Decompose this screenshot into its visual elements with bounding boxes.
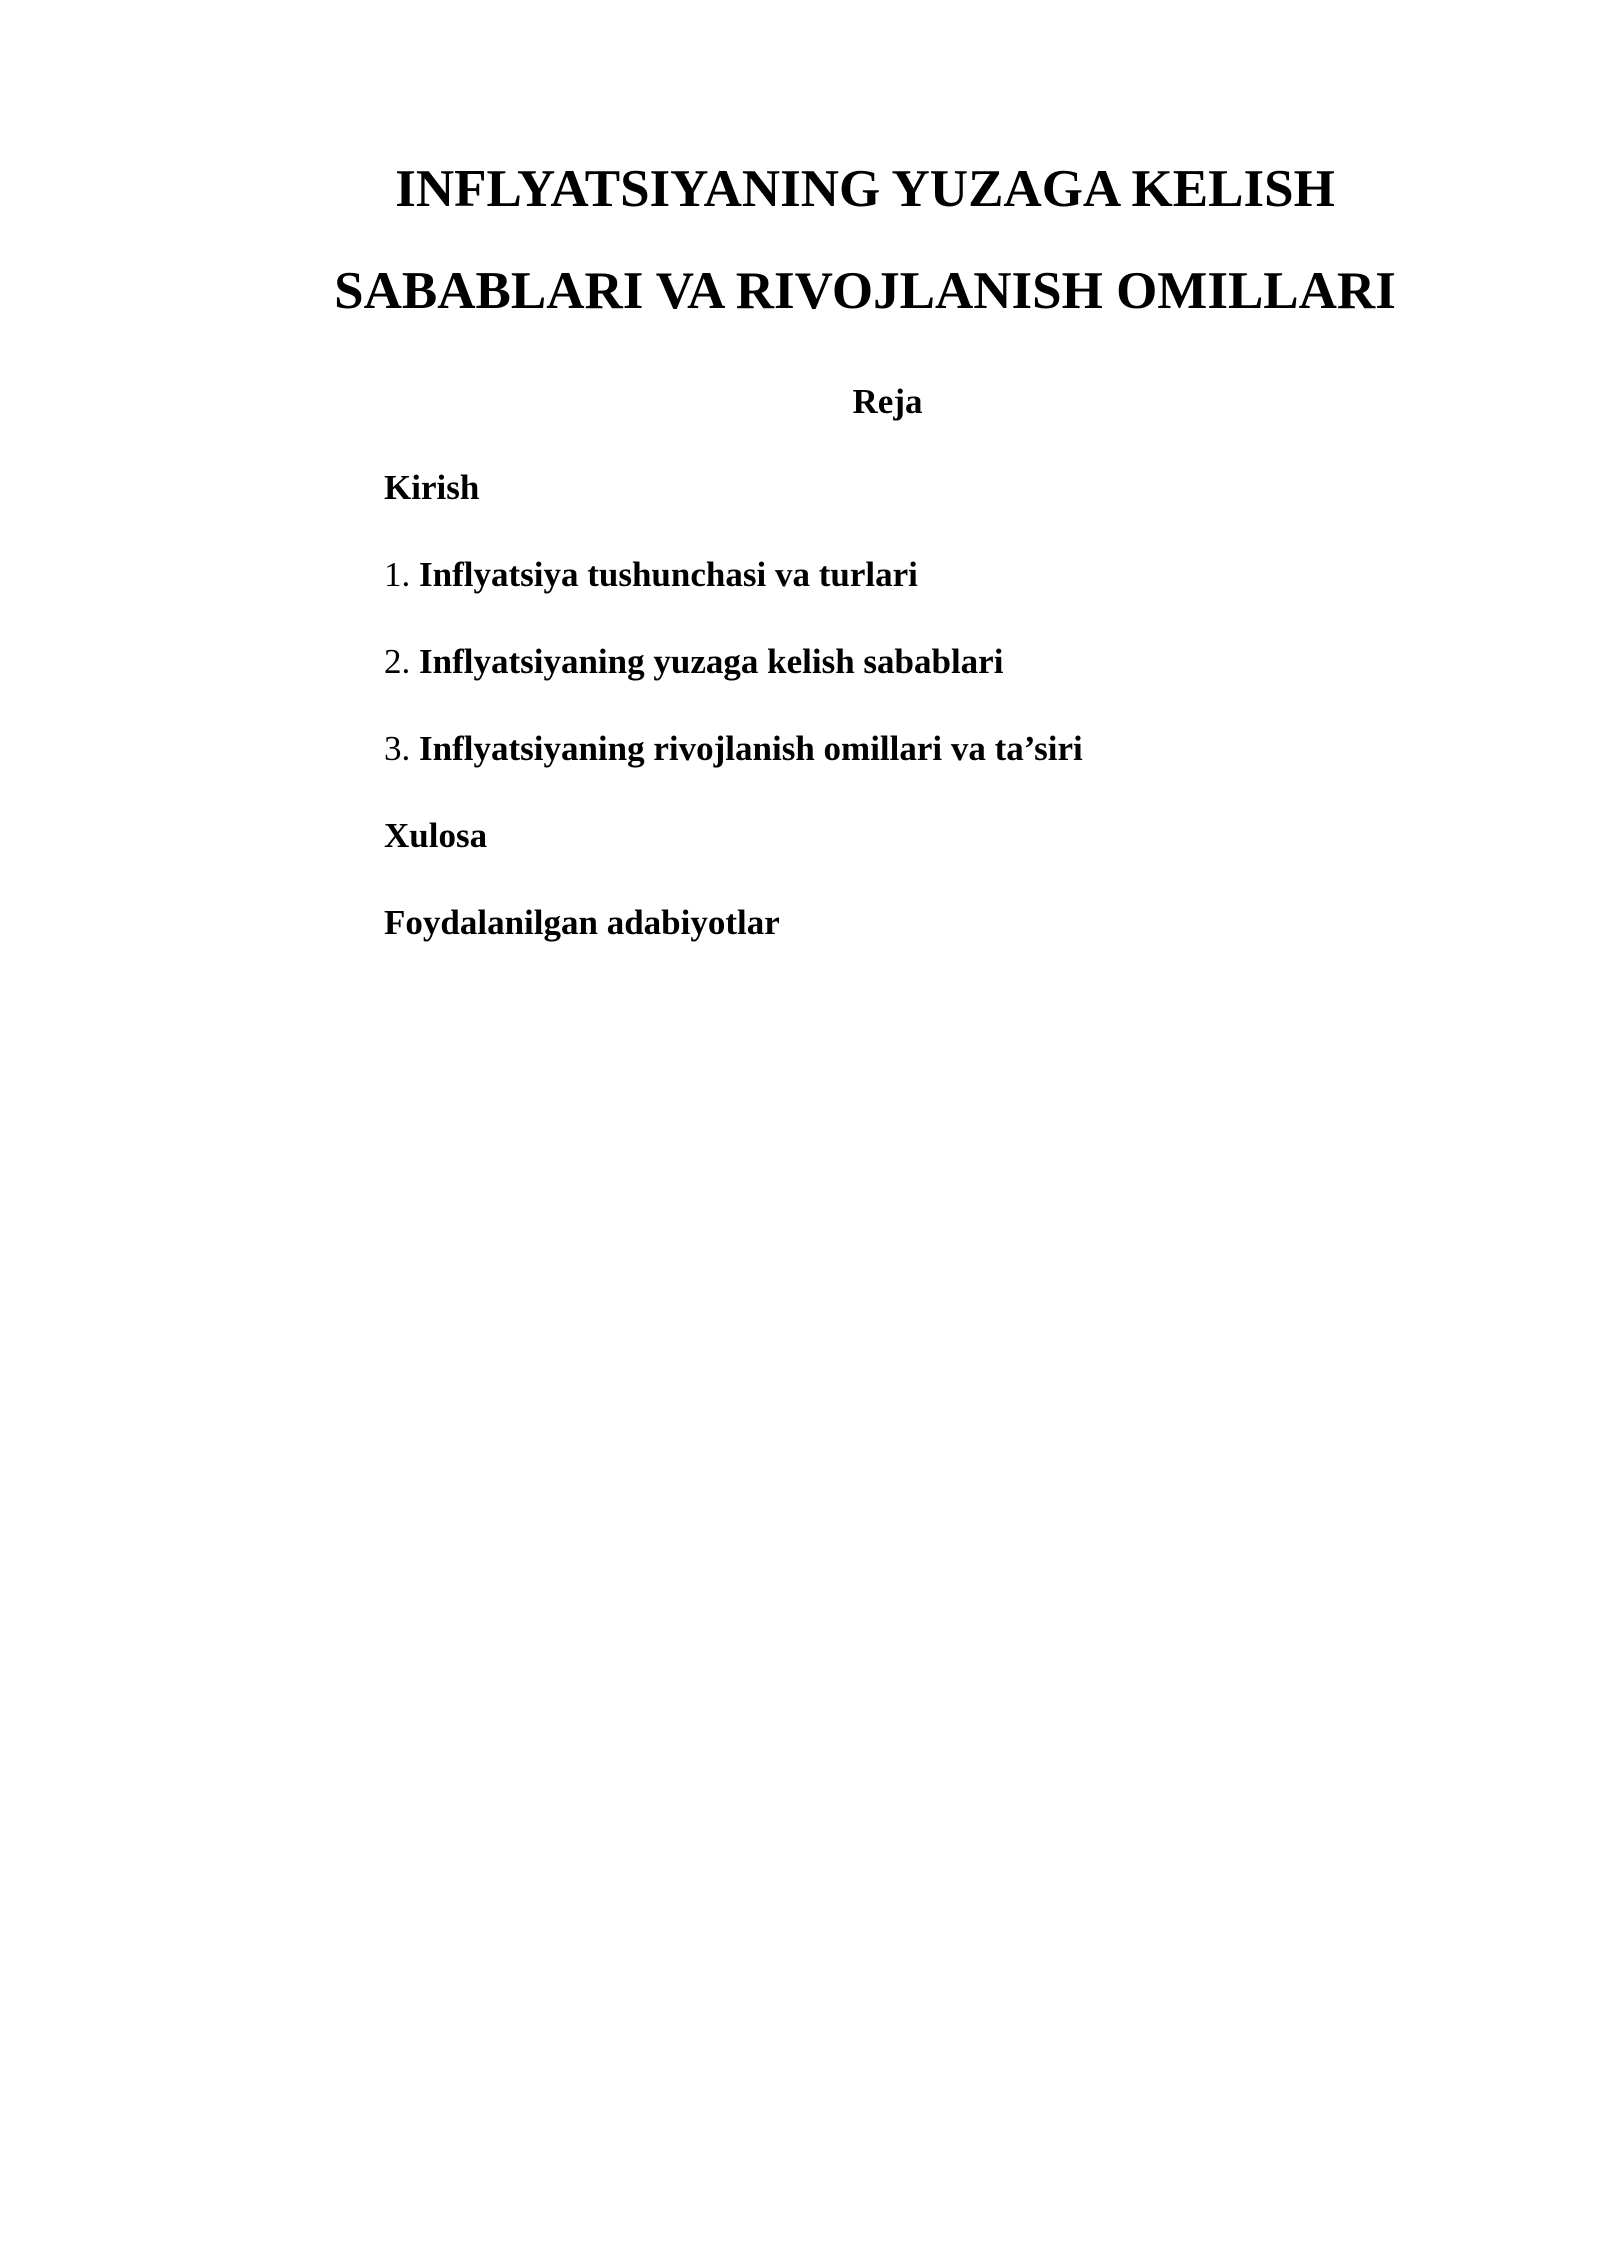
toc-item-number: 2. <box>384 642 419 681</box>
toc-item-label: Inflyatsiyaning yuzaga kelish sabablari <box>419 642 1004 681</box>
toc-item-label: Inflyatsiyaning rivojlanish omillari va ta’siri <box>419 729 1083 768</box>
toc-item-label: Inflyatsiya tushunchasi va turlari <box>419 555 918 594</box>
toc-item-conclusion <box>384 818 1083 905</box>
plan-heading: Reja <box>852 382 923 421</box>
toc-item-number: 1. <box>384 555 419 594</box>
toc-item-label: Xulosa <box>384 816 488 855</box>
toc-item-3 <box>384 731 1083 818</box>
toc-item-label: Kirish <box>384 468 480 507</box>
toc-item-1 <box>384 557 1083 644</box>
document-title-line-1: INFLYATSIYANING YUZAGA KELISH <box>395 160 1335 218</box>
toc-item-number: 3. <box>384 729 419 768</box>
toc-item-label: Foydalanilgan adabiyotlar <box>384 903 780 942</box>
table-of-contents <box>384 470 1083 992</box>
toc-item-introduction <box>384 470 1083 557</box>
toc-item-references <box>384 905 1083 992</box>
toc-item-2 <box>384 644 1083 731</box>
document-title-line-2: SABABLARI VA RIVOJLANISH OMILLARI <box>334 262 1396 320</box>
